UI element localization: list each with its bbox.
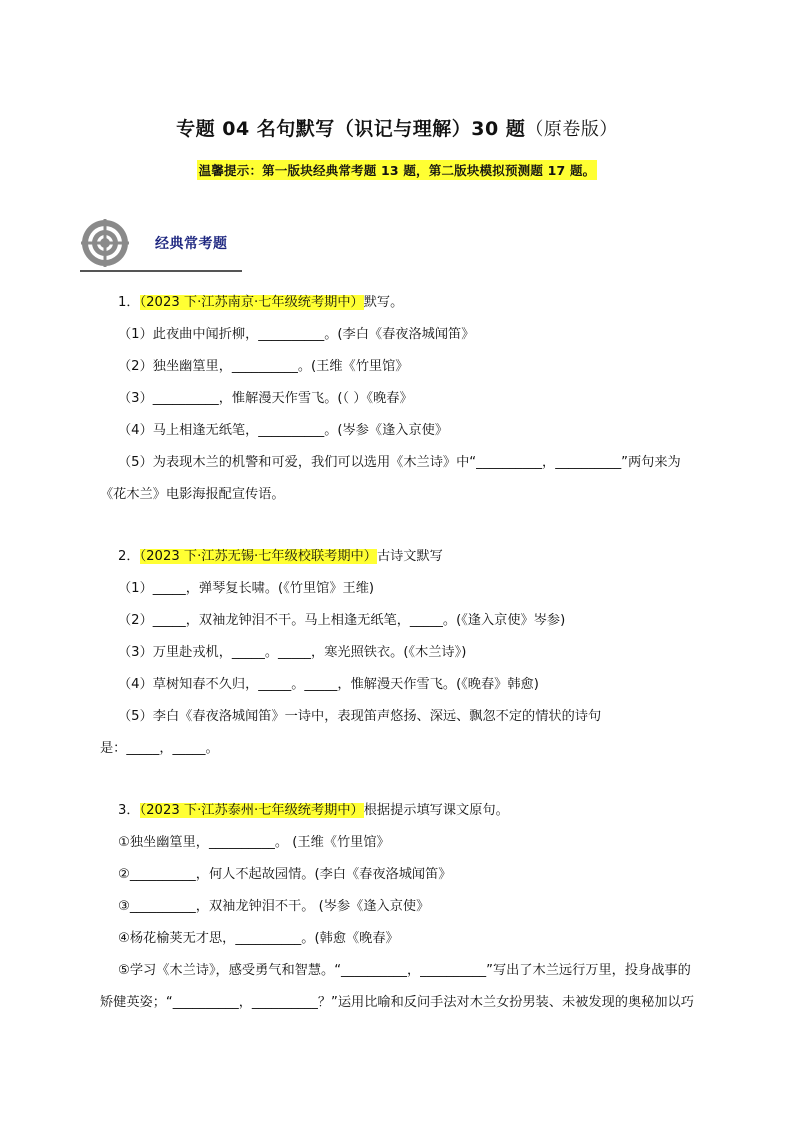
page-title [0, 114, 794, 141]
question-1-item: （1）此夜曲中闻折柳，__________。(李白《春夜洛城闻笛》 [118, 327, 475, 342]
question-prompt: 根据提示填写课文原句。 [363, 803, 509, 818]
question-2-header [118, 547, 443, 567]
question-3-item: ④杨花榆荚无才思，__________。(韩愈《晚春》 [118, 931, 399, 946]
question-3-header [118, 801, 509, 821]
question-2-item: （5）李白《春夜洛城闻笛》一诗中，表现笛声悠扬、深远、飘忽不定的情状的诗句 [118, 709, 602, 724]
target-icon [80, 218, 130, 268]
section-underline [80, 270, 242, 272]
question-2-item: （2）_____，双袖龙钟泪不干。马上相逢无纸笔，_____。(《逢入京使》岑参) [118, 613, 566, 628]
question-2-item: （4）草树知春不久归，_____。_____，惟解漫天作雪飞。(《晚春》韩愈) [118, 677, 539, 692]
tip-text: 温馨提示：第一版块经典常考题 13 题，第二版块模拟预测题 17 题。 [197, 160, 598, 180]
tip-banner [0, 160, 794, 180]
question-1-item: 《花木兰》电影海报配宣传语。 [100, 487, 285, 502]
question-1-item: （4）马上相逢无纸笔，__________。(岑参《逢入京使》 [118, 423, 449, 438]
question-2-item: 是：_____，_____。 [100, 741, 219, 756]
title-main: 专题 04 名句默写（识记与理解）30 题 [176, 118, 526, 140]
question-2-item: （1）_____，弹琴复长啸。(《竹里馆》王维) [118, 581, 375, 596]
section-title: 经典常考题 [155, 236, 228, 252]
question-1-header [118, 293, 403, 313]
question-3-item: ①独坐幽篁里，__________。 (王维《竹里馆》 [118, 835, 390, 850]
question-3-item: ②__________，何人不起故园情。(李白《春夜洛城闻笛》 [118, 867, 452, 882]
question-1-item: （2）独坐幽篁里，__________。(王维《竹里馆》 [118, 359, 409, 374]
question-number: 2． [118, 549, 140, 564]
question-2-item: （3）万里赴戎机，_____。_____，寒光照铁衣。(《木兰诗》) [118, 645, 467, 660]
question-3-item: 矫健英姿；“__________，__________？”运用比喻和反问手法对木兰女扮男装、未被发现的奥秘加以巧 [100, 995, 694, 1010]
question-1-item: （5）为表现木兰的机警和可爱，我们可以选用《木兰诗》中“__________，__________”两句来为 [118, 455, 681, 470]
question-prompt: 默写。 [363, 295, 404, 310]
question-number: 1． [118, 295, 140, 310]
question-prompt: 古诗文默写 [376, 549, 443, 564]
question-3-item: ③__________，双袖龙钟泪不干。 (岑参《逢入京使》 [118, 899, 430, 914]
question-source: （2023 下·江苏泰州·七年级统考期中） [139, 803, 364, 818]
question-source: （2023 下·江苏南京·七年级统考期中） [139, 295, 364, 310]
title-subtitle: （原卷版） [525, 119, 618, 140]
question-source: （2023 下·江苏无锡·七年级校联考期中） [139, 549, 377, 564]
question-3-item: ⑤学习《木兰诗》，感受勇气和智慧。“__________，__________”写出了木兰远行万里，投身战事的 [118, 963, 691, 978]
question-1-item: （3）__________，惟解漫天作雪飞。(（ ）《晚春》 [118, 391, 413, 406]
question-number: 3． [118, 803, 140, 818]
